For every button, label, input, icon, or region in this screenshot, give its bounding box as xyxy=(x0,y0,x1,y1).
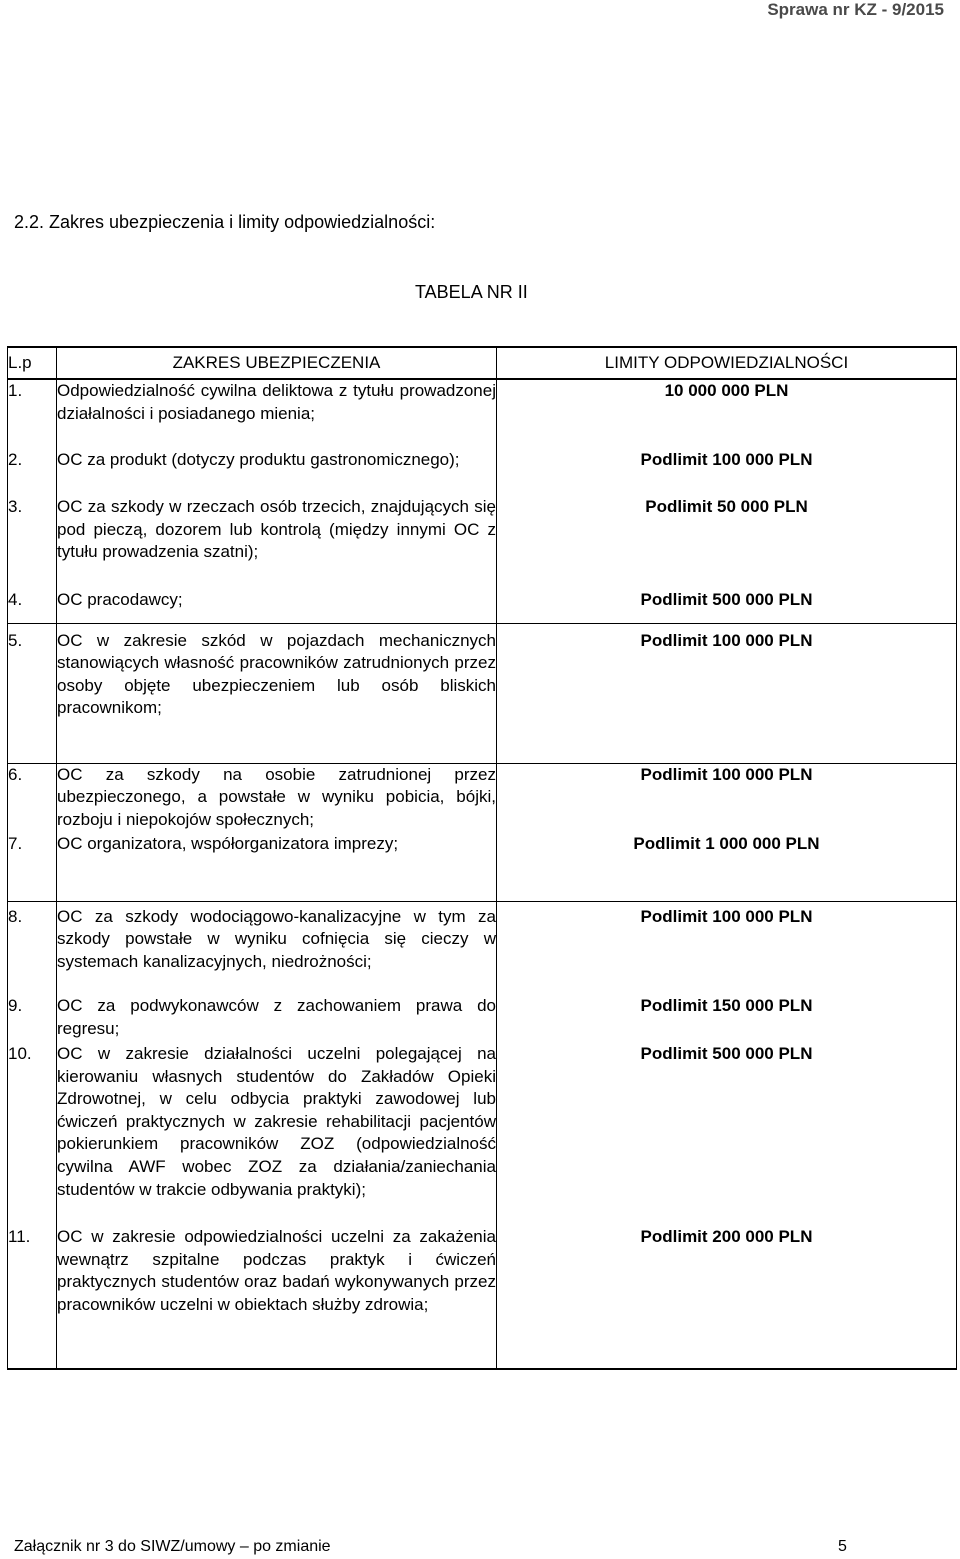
table-row xyxy=(8,623,957,763)
row-limit: Podlimit 200 000 PLN xyxy=(497,1226,957,1369)
header-scope: ZAKRES UBEZPIECZENIA xyxy=(57,347,497,379)
row-description: OC w zakresie odpowiedzialności uczelni za zakażenia wewnątrz szpitalne podczas praktyk i ćwiczeń praktycznych studentów oraz badań wykonywanych przez pracowników uczelni w obiektach służby zdrowia; xyxy=(57,1226,497,1369)
table-row xyxy=(8,833,957,901)
row-description: OC za szkody na osobie zatrudnionej przez ubezpieczonego, a powstałe w wyniku pobicia, bójki, rozboju i niepokojów społecznych; xyxy=(57,763,497,833)
page-number: 5 xyxy=(838,1538,847,1555)
table-row xyxy=(8,449,957,496)
row-number: 1. xyxy=(8,379,57,449)
row-limit: Podlimit 1 000 000 PLN xyxy=(497,833,957,901)
limits-table xyxy=(7,346,957,1370)
row-description: OC za szkody w rzeczach osób trzecich, znajdujących się pod pieczą, dozorem lub kontrolą (między innymi OC z tytułu prowadzenia szatni); xyxy=(57,496,497,589)
row-description: Odpowiedzialność cywilna deliktowa z tytułu prowadzonej działalności i posiadanego mienia; xyxy=(57,379,497,449)
row-description: OC w zakresie szkód w pojazdach mechanicznych stanowiących własność pracowników zatrudnionych przez osoby objęte ubezpieczeniem lub osób bliskich pracownikom; xyxy=(57,623,497,763)
table-row xyxy=(8,379,957,449)
row-number: 11. xyxy=(8,1226,57,1369)
footer-attachment-note: Załącznik nr 3 do SIWZ/umowy – po zmianie xyxy=(14,1538,331,1555)
row-limit: 10 000 000 PLN xyxy=(497,379,957,449)
row-number: 7. xyxy=(8,833,57,901)
row-description: OC pracodawcy; xyxy=(57,589,497,623)
row-number: 8. xyxy=(8,901,57,995)
table-row xyxy=(8,1043,957,1226)
row-limit: Podlimit 100 000 PLN xyxy=(497,449,957,496)
row-number: 2. xyxy=(8,449,57,496)
row-limit: Podlimit 100 000 PLN xyxy=(497,763,957,833)
row-limit: Podlimit 500 000 PLN xyxy=(497,589,957,623)
row-limit: Podlimit 100 000 PLN xyxy=(497,901,957,995)
row-description: OC organizatora, współorganizatora imprezy; xyxy=(57,833,497,901)
row-limit: Podlimit 150 000 PLN xyxy=(497,995,957,1043)
table-header-row xyxy=(8,347,957,379)
header-limits: LIMITY ODPOWIEDZIALNOŚCI xyxy=(497,347,957,379)
case-reference: Sprawa nr KZ - 9/2015 xyxy=(767,0,944,19)
row-number: 10. xyxy=(8,1043,57,1226)
row-limit: Podlimit 500 000 PLN xyxy=(497,1043,957,1226)
section-title: 2.2. Zakres ubezpieczenia i limity odpowiedzialności: xyxy=(14,212,436,232)
row-number: 6. xyxy=(8,763,57,833)
table-row xyxy=(8,995,957,1043)
row-description: OC za produkt (dotyczy produktu gastronomicznego); xyxy=(57,449,497,496)
row-limit: Podlimit 100 000 PLN xyxy=(497,623,957,763)
row-number: 4. xyxy=(8,589,57,623)
row-number: 9. xyxy=(8,995,57,1043)
table-row xyxy=(8,589,957,623)
table-title: TABELA NR II xyxy=(415,282,528,302)
row-description: OC za szkody wodociągowo-kanalizacyjne w tym za szkody powstałe w wyniku cofnięcia się cieczy w systemach kanalizacyjnych, niedrożności; xyxy=(57,901,497,995)
row-number: 3. xyxy=(8,496,57,589)
table-row xyxy=(8,1226,957,1369)
header-lp: L.p xyxy=(8,347,57,379)
row-limit: Podlimit 50 000 PLN xyxy=(497,496,957,589)
table-row xyxy=(8,763,957,833)
row-description: OC w zakresie działalności uczelni polegającej na kierowaniu własnych studentów do Zakładów Opieki Zdrowotnej, w celu odbycia praktyki zawodowej lub ćwiczeń praktycznych w zakresie rehabilitacji pacjentów pokierunkiem pracowników ZOZ (odpowiedzialność cywilna AWF wobec ZOZ za działania/zaniechania studentów w trakcie odbywania praktyki); xyxy=(57,1043,497,1226)
row-number: 5. xyxy=(8,623,57,763)
table-row xyxy=(8,901,957,995)
row-description: OC za podwykonawców z zachowaniem prawa do regresu; xyxy=(57,995,497,1043)
table-row xyxy=(8,496,957,589)
